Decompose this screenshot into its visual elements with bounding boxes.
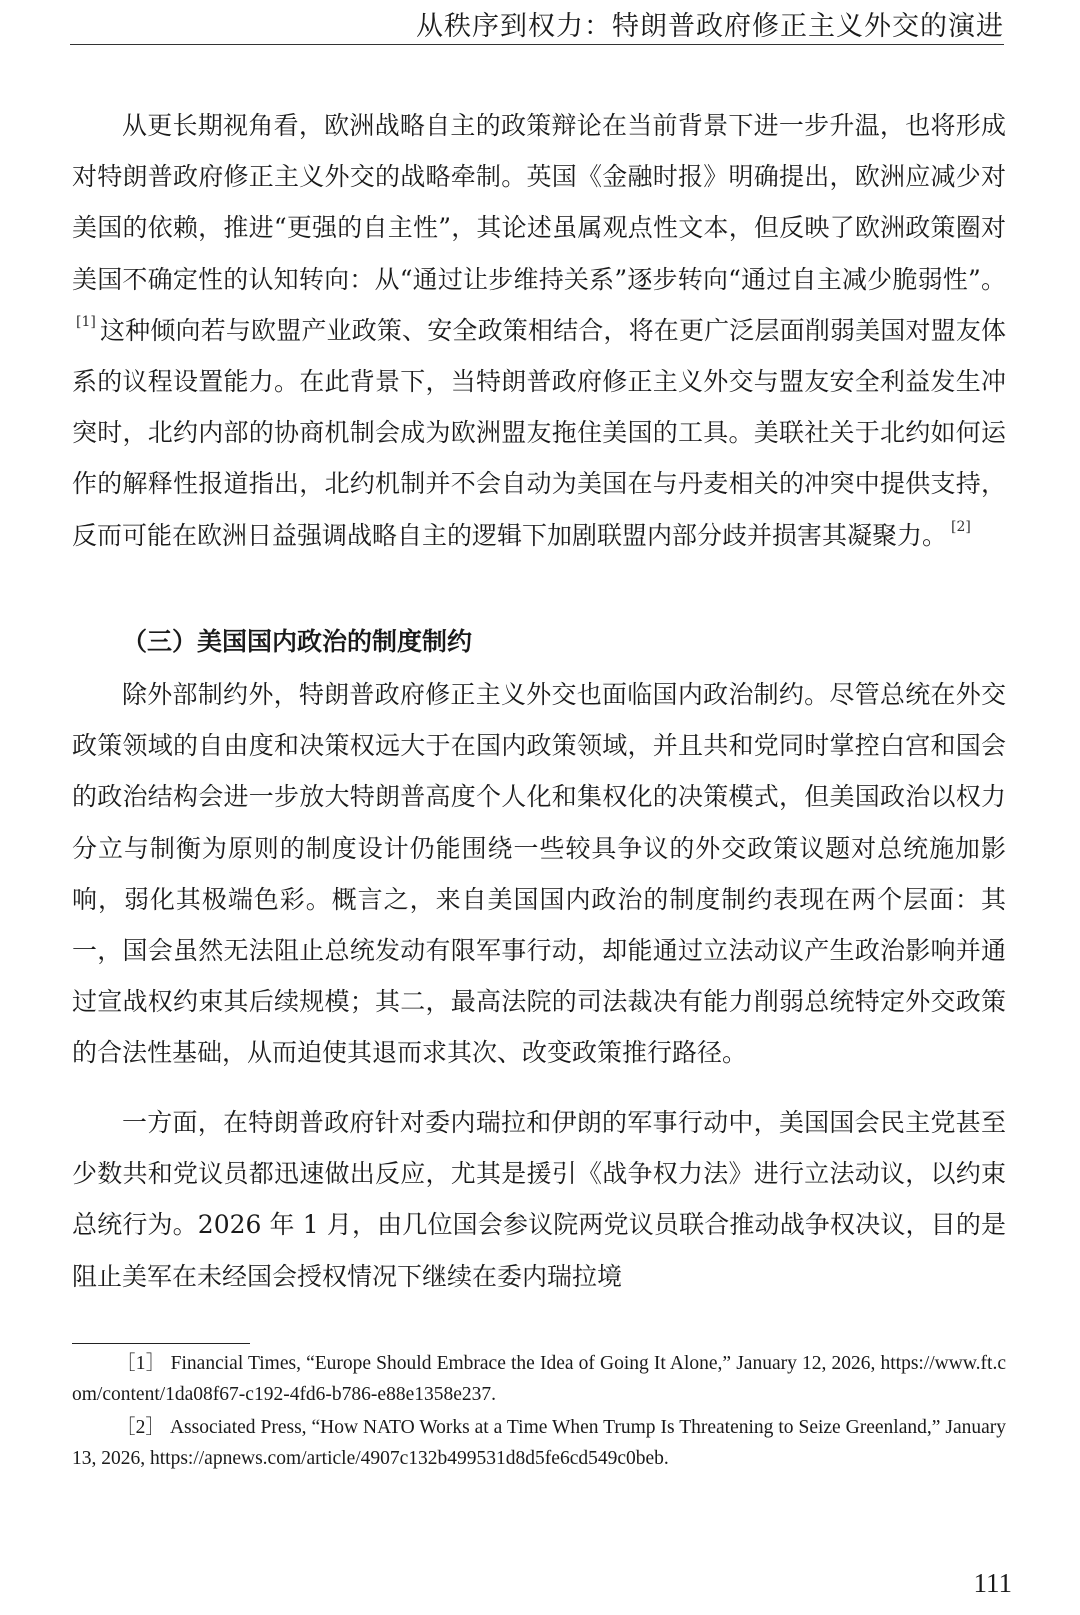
footnote-2-marker: ［2］ — [116, 1417, 165, 1438]
footnote-1-text: Financial Times, “Europe Should Embrace the Idea of Going It Alone,” January 12, 2026, https://www.ft.com/content/1da08f67-c192-4fd6-b786-e88e1358e237. — [72, 1353, 1006, 1405]
body-paragraph-1 — [72, 100, 1006, 561]
running-head-title: 从秩序到权力：特朗普政府修正主义外交的演进 — [416, 11, 1004, 42]
header-rule — [70, 44, 1004, 45]
footnote-1 — [72, 1348, 1006, 1410]
footnote-2-text: Associated Press, “How NATO Works at a Time When Trump Is Threatening to Seize Greenland,” January 13, 2026, https://apnews.com/article/4907c132b499531d8d5fe6cd549c0beb. — [72, 1417, 1006, 1469]
footnote-ref-2[interactable]: [2] — [951, 519, 971, 536]
page-number: 111 — [973, 1568, 1012, 1598]
footnote-2 — [72, 1412, 1006, 1474]
footnote-1-marker: ［1］ — [116, 1353, 166, 1374]
paragraph-1-text-a: 从更长期视角看，欧洲战略自主的政策辩论在当前背景下进一步升温，也将形成对特朗普政府修正主义外交的战略牵制。英国《金融时报》明确提出，欧洲应减少对美国的依赖，推进“更强的自主性”，其论述虽属观点性文本，但反映了欧洲政策圈对美国不确定性的认知转向：从“通过让步维持关系”逐步转向“通过自主减少脆弱性”。 — [72, 111, 1006, 294]
section-heading: （三）美国国内政治的制度制约 — [122, 627, 473, 656]
footnote-separator — [72, 1343, 250, 1344]
paragraph-1-text-b: 这种倾向若与欧盟产业政策、安全政策相结合，将在更广泛层面削弱美国对盟友体系的议程设置能力。在此背景下，当特朗普政府修正主义外交与盟友安全利益发生冲突时，北约内部的协商机制会成为欧洲盟友拖住美国的工具。美联社关于北约如何运作的解释性报道指出，北约机制并不会自动为美国在与丹麦相关的冲突中提供支持，反而可能在欧洲日益强调战略自主的逻辑下加剧联盟内部分歧并损害其凝聚力。 — [72, 315, 1006, 550]
body-paragraph-2: 除外部制约外，特朗普政府修正主义外交也面临国内政治制约。尽管总统在外交政策领域的自由度和决策权远大于在国内政策领域，并且共和党同时掌控白宫和国会的政治结构会进一步放大特朗普高度个人化和集权化的决策模式，但美国政治以权力分立与制衡为原则的制度设计仍能围绕一些较具争议的外交政策议题对总统施加影响，弱化其极端色彩。概言之，来自美国国内政治的制度制约表现在两个层面：其一，国会虽然无法阻止总统发动有限军事行动，却能通过立法动议产生政治影响并通过宣战权约束其后续规模；其二，最高法院的司法裁决有能力削弱总统特定外交政策的合法性基础，从而迫使其退而求其次、改变政策推行路径。 — [72, 680, 1006, 1068]
body-paragraph-3: 一方面，在特朗普政府针对委内瑞拉和伊朗的军事行动中，美国国会民主党甚至少数共和党议员都迅速做出反应，尤其是援引《战争权力法》进行立法动议，以约束总统行为。2026 年 1 月，由几位国会参议院两党议员联合推动战争权决议，目的是阻止美军在未经国会授权情况下继续在委内瑞拉境 — [72, 1108, 1006, 1291]
footnote-ref-1[interactable]: [1] — [76, 314, 96, 331]
